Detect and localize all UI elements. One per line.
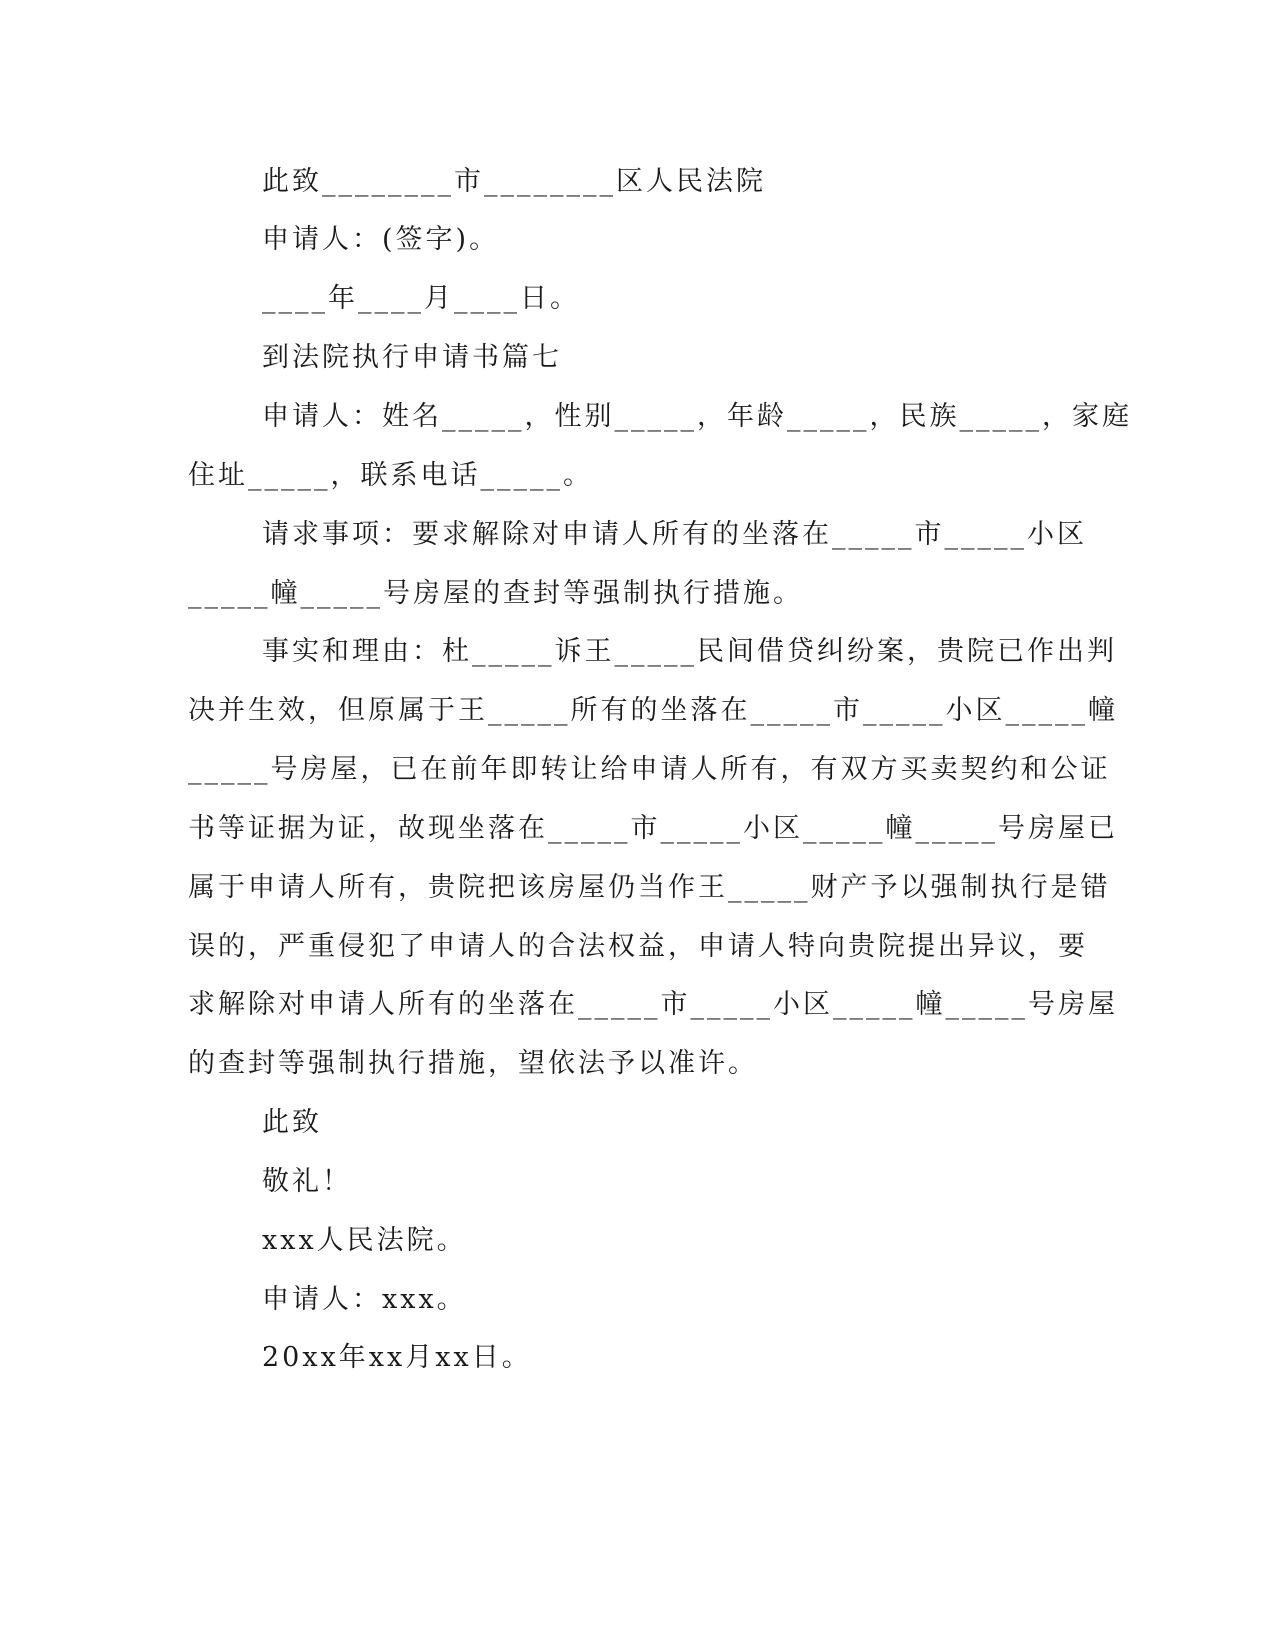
closing-salutation: 此致 [262, 1107, 322, 1138]
facts-line-4: 书等证据为证，故现坐落在_____市_____小区_____幢_____号房屋已 [188, 813, 1118, 844]
facts-line-5: 属于申请人所有，贵院把该房屋仍当作王_____财产予以强制执行是错 [188, 872, 1111, 903]
applicant-name: 申请人：xxx。 [262, 1284, 467, 1315]
closing-regards: 敬礼！ [262, 1166, 352, 1197]
facts-line-6: 误的，严重侵犯了申请人的合法权益，申请人特向贵院提出异议，要 [188, 931, 1088, 962]
request-line-2: _____幢_____号房屋的查封等强制执行措施。 [188, 578, 803, 609]
request-line-1: 请求事项：要求解除对申请人所有的坐落在_____市_____小区 [262, 519, 1087, 550]
facts-line-7: 求解除对申请人所有的坐落在_____市_____小区_____幢_____号房屋 [188, 989, 1118, 1020]
applicant-signature-line: 申请人：(签字)。 [262, 224, 500, 255]
court-salutation-line: 此致________市________区人民法院 [262, 166, 766, 197]
facts-line-3: _____号房屋，已在前年即转让给申请人所有，有双方买卖契约和公证 [188, 754, 1111, 785]
facts-line-1: 事实和理由：杜_____诉王_____民间借贷纠纷案，贵院已作出判 [262, 636, 1117, 667]
applicant-info-line-2: 住址_____，联系电话_____。 [188, 460, 593, 491]
recipient-court: xxx人民法院。 [262, 1225, 467, 1256]
section-title: 到法院执行申请书篇七 [262, 342, 562, 373]
applicant-info-line-1: 申请人：姓名_____，性别_____，年龄_____，民族_____，家庭 [262, 401, 1132, 432]
facts-line-2: 决并生效，但原属于王_____所有的坐落在_____市_____小区_____幢 [188, 695, 1118, 726]
facts-line-8: 的查封等强制执行措施，望依法予以准许。 [188, 1048, 758, 1079]
date-blank-line: ____年____月____日。 [262, 283, 580, 314]
document-date: 20xx年xx月xx日。 [262, 1342, 532, 1373]
